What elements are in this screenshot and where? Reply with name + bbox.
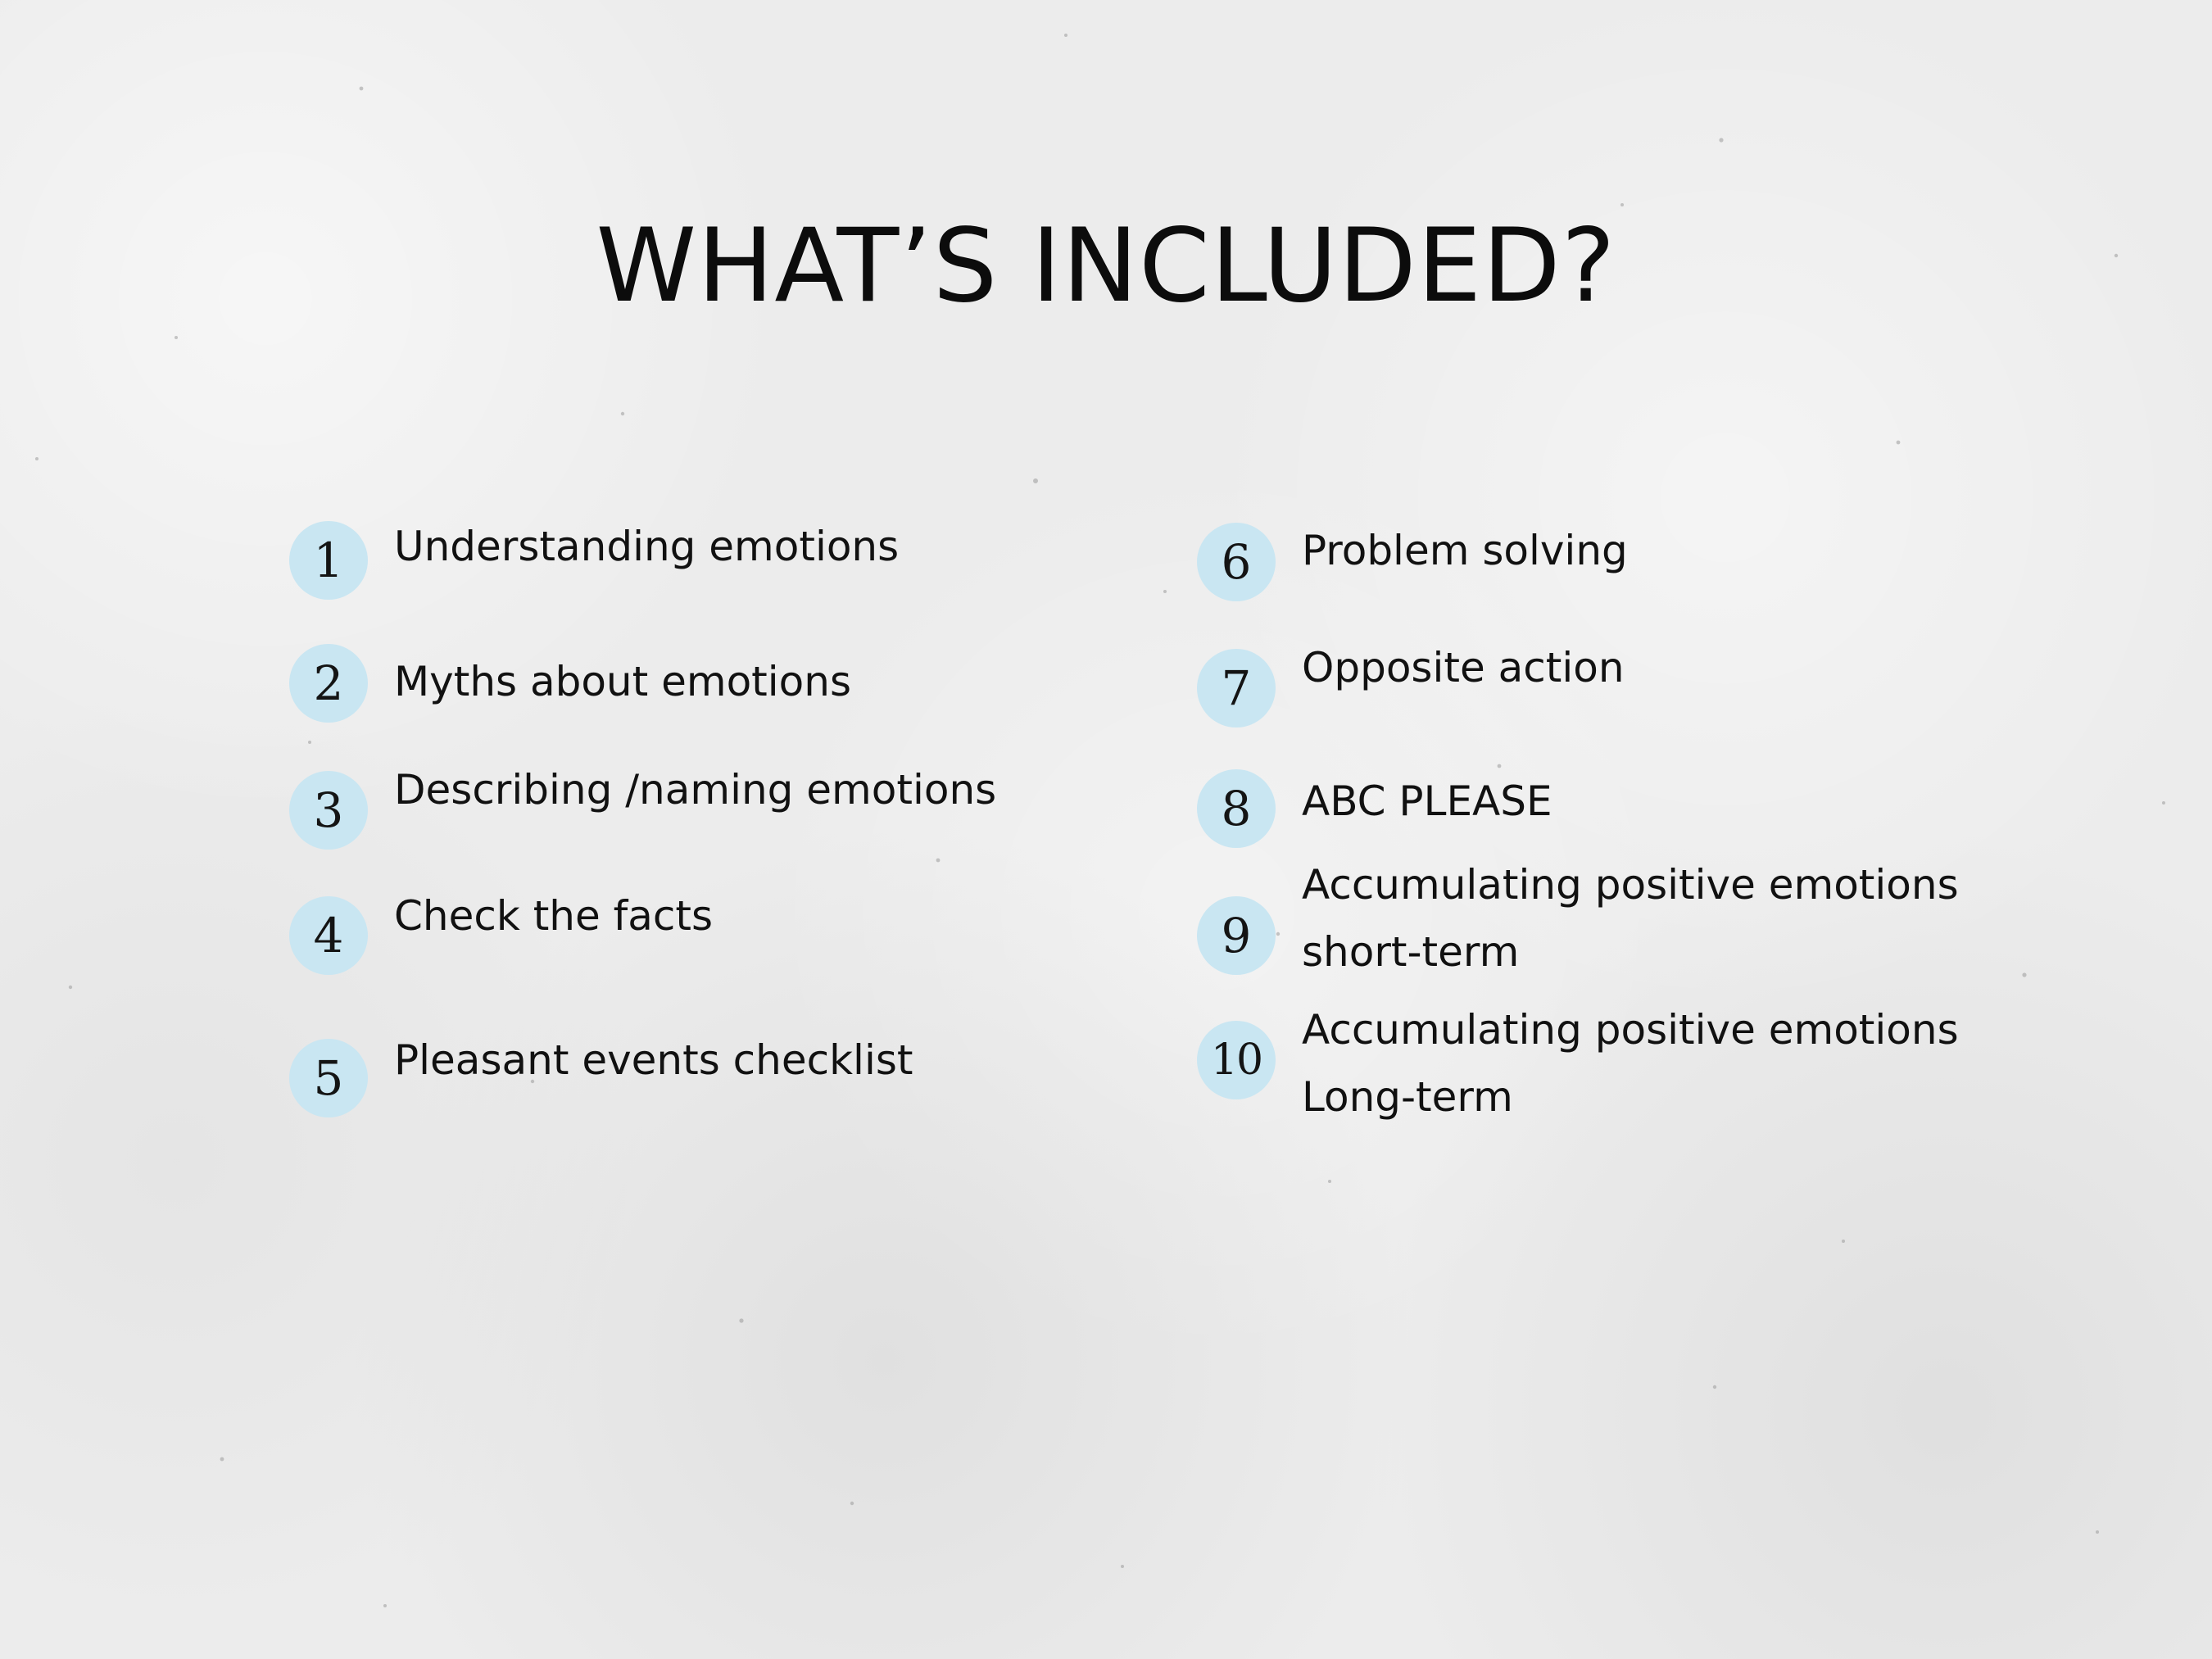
number-badge [1197, 649, 1276, 728]
item-label [1302, 517, 1628, 584]
item-number: 8 [1221, 781, 1252, 836]
item-number: 1 [313, 533, 344, 588]
item-label [394, 513, 899, 580]
item-label [394, 648, 851, 715]
item-label-line: Problem solving [1302, 527, 1628, 574]
item-label-line: Describing /naming emotions [394, 766, 997, 814]
number-badge [289, 771, 368, 850]
page-title: WHAT’S INCLUDED? [596, 207, 1616, 325]
item-label-line: Accumulating positive emotions [1302, 861, 1959, 909]
item-number: 2 [313, 655, 344, 711]
item-label [1302, 996, 1959, 1131]
item-label [394, 756, 996, 823]
item-label [1302, 851, 1959, 986]
item-number: 6 [1221, 534, 1252, 590]
item-label [1302, 634, 1625, 701]
item-label-line: Opposite action [1302, 644, 1625, 691]
item-number: 9 [1221, 908, 1252, 963]
item-label-line: Pleasant events checklist [394, 1036, 913, 1084]
number-badge [289, 644, 368, 723]
number-badge [1197, 769, 1276, 848]
item-number: 7 [1221, 660, 1252, 716]
item-label [1302, 768, 1552, 835]
item-number: 4 [313, 908, 344, 963]
item-label-line: Check the facts [394, 892, 714, 940]
item-label-line: Long-term [1302, 1073, 1513, 1121]
item-number: 10 [1210, 1036, 1262, 1085]
number-badge [289, 521, 368, 600]
item-label-line: Accumulating positive emotions [1302, 1006, 1959, 1054]
number-badge [1197, 523, 1276, 601]
item-label [394, 1027, 913, 1094]
item-number: 5 [313, 1050, 344, 1106]
item-label [394, 882, 713, 950]
item-label-line: Myths about emotions [394, 658, 852, 705]
item-label-line: ABC PLEASE [1302, 777, 1552, 825]
item-number: 3 [313, 782, 344, 838]
item-label-line: short-term [1302, 928, 1520, 976]
number-badge [1197, 896, 1276, 975]
item-label-line: Understanding emotions [394, 523, 900, 570]
number-badge [289, 896, 368, 975]
number-badge [1197, 1021, 1276, 1099]
number-badge [289, 1039, 368, 1117]
